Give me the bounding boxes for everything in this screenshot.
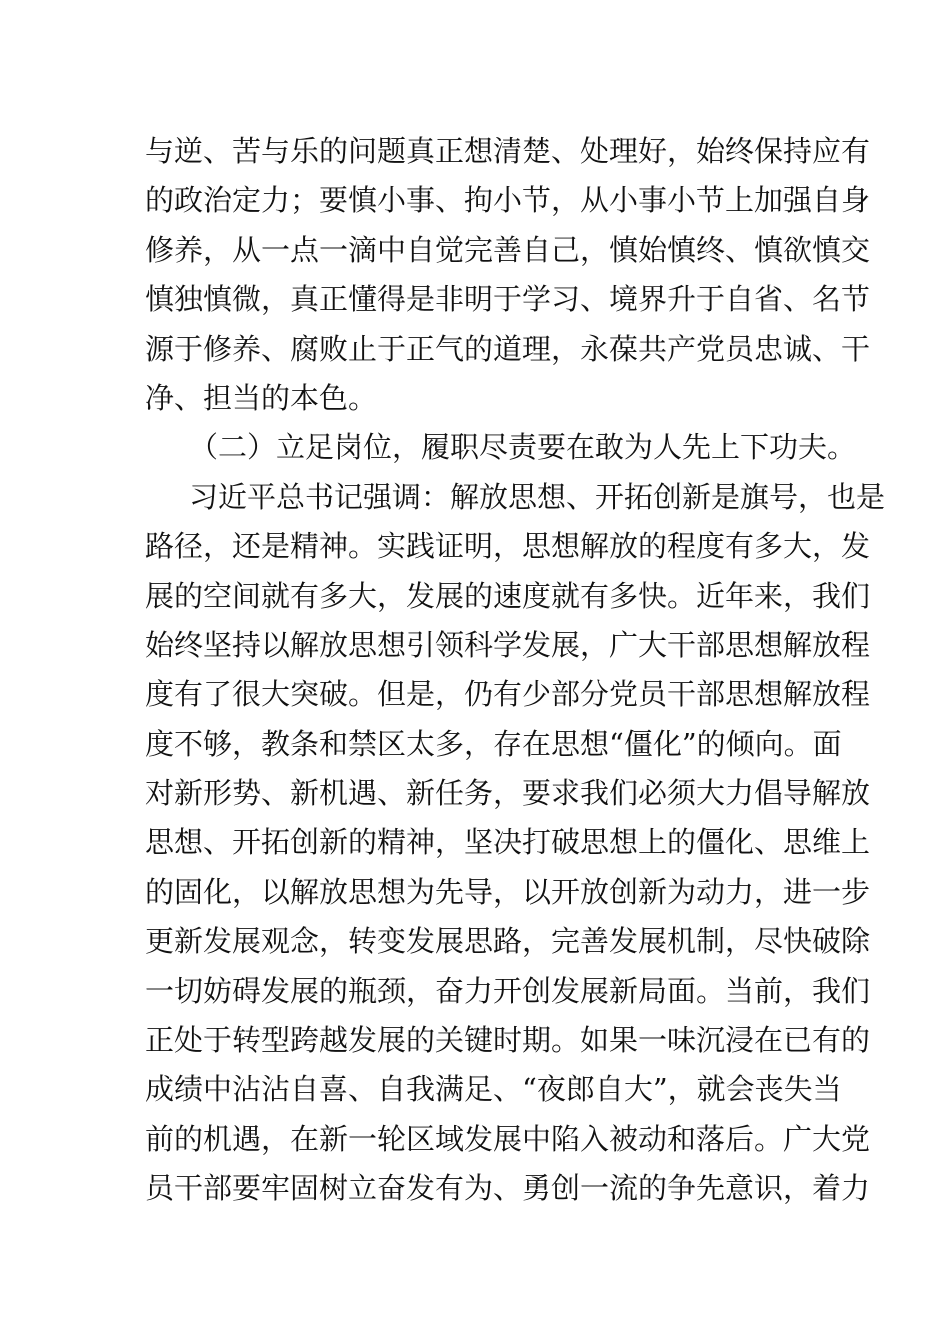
text-line: 源于修养、腐败止于正气的道理，永葆共产党员忠诚、干 — [145, 331, 871, 366]
text-line: 员干部要牢固树立奋发有为、勇创一流的争先意识，着力 — [145, 1171, 871, 1206]
text-line: 净、担当的本色。 — [145, 380, 378, 415]
text-line: 慎独慎微，真正懂得是非明于学习、境界升于自省、名节 — [145, 282, 871, 317]
text-line: 度有了很大突破。但是，仍有少部分党员干部思想解放程 — [145, 677, 871, 712]
text-line: 成绩中沾沾自喜、自我满足、“夜郎自大”，就会丧失当 — [145, 1072, 842, 1107]
text-line: 更新发展观念，转变发展思路，完善发展机制，尽快破除 — [145, 924, 871, 959]
text-line: 度不够，教条和禁区太多，存在思想“僵化”的倾向。面 — [145, 726, 842, 761]
text-line: 与逆、苦与乐的问题真正想清楚、处理好，始终保持应有 — [145, 134, 871, 168]
section-heading: （二）立足岗位，履职尽责要在敢为人先上下功夫。 — [189, 430, 857, 465]
text-line: 始终坚持以解放思想引领科学发展，广大干部思想解放程 — [145, 627, 871, 662]
text-line: 思想、开拓创新的精神，坚决打破思想上的僵化、思维上 — [145, 825, 871, 860]
body-text — [145, 127, 886, 1214]
text-line: 展的空间就有多大，发展的速度就有多快。近年来，我们 — [145, 578, 871, 613]
text-line: 的固化，以解放思想为先导，以开放创新为动力，进一步 — [145, 874, 871, 909]
text-line: 路径，还是精神。实践证明，思想解放的程度有多大，发 — [145, 529, 871, 564]
text-line: 修养，从一点一滴中自觉完善自己，慎始慎终、慎欲慎交 — [145, 232, 871, 267]
text-line: 对新形势、新机遇、新任务，要求我们必须大力倡导解放 — [145, 776, 871, 811]
text-line: 正处于转型跨越发展的关键时期。如果一味沉浸在已有的 — [145, 1023, 871, 1058]
text-line: 一切妨碍发展的瓶颈，奋力开创发展新局面。当前，我们 — [145, 973, 871, 1008]
text-line: 的政治定力；要慎小事、拘小节，从小事小节上加强自身 — [145, 183, 871, 218]
text-line: 习近平总书记强调：解放思想、开拓创新是旗号，也是 — [189, 479, 886, 514]
text-line: 前的机遇，在新一轮区域发展中陷入被动和落后。广大党 — [145, 1121, 871, 1156]
